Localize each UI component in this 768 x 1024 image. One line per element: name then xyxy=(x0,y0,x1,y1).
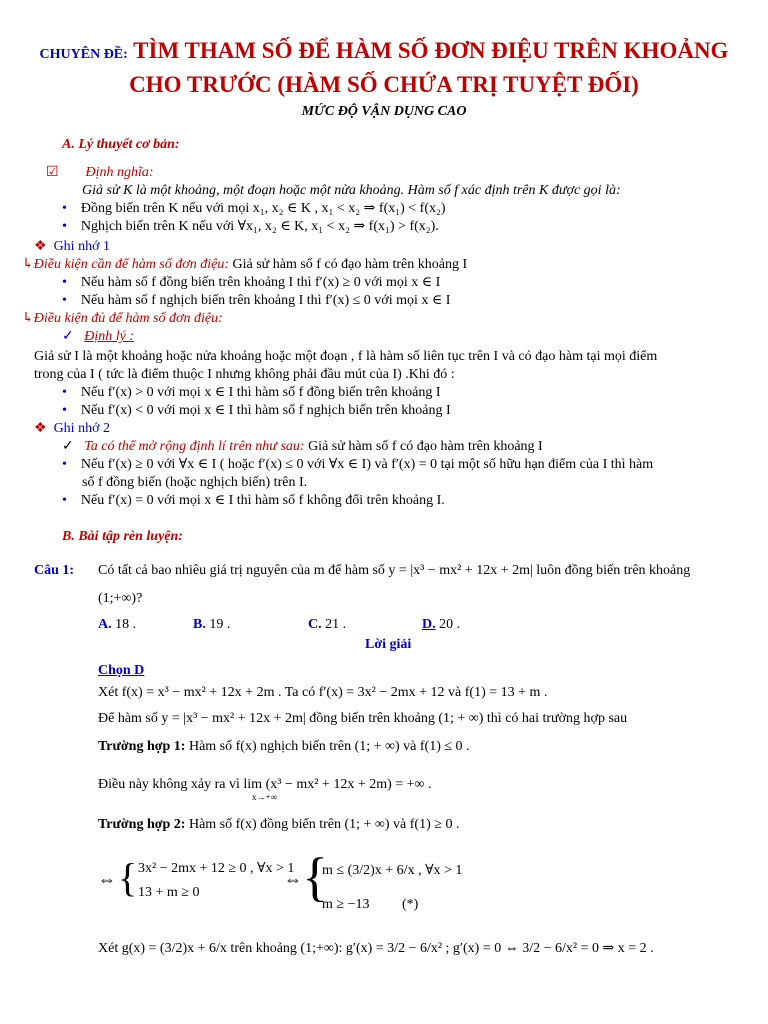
theorem-heading: Định lý : xyxy=(84,329,134,344)
theorem-bullet-1-text: Nếu f′(x) > 0 với mọi x ∈ I thì hàm số f đồng biến trên khoảng I xyxy=(80,385,441,400)
system-2-line-2: m ≥ −13 xyxy=(322,897,370,912)
extension-heading: Ta có thể mở rộng định lí trên như sau: xyxy=(84,439,305,454)
option-b xyxy=(193,616,230,634)
case-1 xyxy=(98,738,470,756)
bullet-icon: • xyxy=(62,385,67,400)
title-line-1: TÌM THAM SỐ ĐỂ HÀM SỐ ĐƠN ĐIỆU TRÊN KHOẢNG xyxy=(133,38,729,63)
theorem-row xyxy=(62,328,134,346)
system-2-line-1: m ≤ (3/2)x + 6/x , ∀x > 1 xyxy=(322,863,463,878)
necessary-condition xyxy=(22,256,467,274)
theorem-text-2: trong của I ( tức là điểm thuộc I nhưng không phải đầu mút của I) .Khi đó : xyxy=(34,367,455,382)
system-1-line-2: 13 + m ≥ 0 xyxy=(138,885,200,900)
case-2-text: Hàm số f(x) đồng biến trên (1; + ∞) và f(1) ≥ 0 . xyxy=(185,817,460,832)
section-a-heading: A. Lý thuyết cơ bản: xyxy=(62,137,180,152)
equivalence-arrow-1: ⇔ xyxy=(98,869,116,889)
title-lead: CHUYÊN ĐỀ: xyxy=(39,47,128,62)
document-title xyxy=(0,36,768,100)
checkbox-icon: ☑ xyxy=(46,165,59,180)
system-1-brace: { xyxy=(118,855,138,900)
bullet-icon: • xyxy=(62,403,67,418)
necessary-bullet-2-text: Nếu hàm số f nghịch biến trên khoảng I thì f′(x) ≤ 0 với mọi x ∈ I xyxy=(80,293,451,308)
theorem-bullet-2 xyxy=(62,402,451,420)
theorem-bullet-2-text: Nếu f′(x) < 0 với mọi x ∈ I thì hàm số f nghịch biến trên khoảng I xyxy=(80,403,451,418)
option-a xyxy=(98,616,136,634)
bullet-icon: • xyxy=(62,493,67,508)
definition-bullet-1 xyxy=(62,200,446,218)
option-b-label: B. xyxy=(193,617,206,632)
section-b-heading: B. Bài tập rèn luyện: xyxy=(62,529,183,544)
checkmark-icon: ✓ xyxy=(62,329,74,344)
question-label: Câu 1: xyxy=(34,563,75,578)
note-1-text: Ghi nhớ 1 xyxy=(53,239,110,254)
solution-heading: Lời giải xyxy=(365,637,412,652)
theorem-text-1: Giả sử I là một khoảng hoặc nửa khoảng hoặc một đoạn , f là hàm số liên tục trên I và có đạo hàm tại mọi điểm xyxy=(34,349,658,364)
theorem-bullet-1 xyxy=(62,384,441,402)
extension-text: Giả sử hàm số f có đạo hàm trên khoảng I xyxy=(304,439,543,454)
difficulty-level: MỨC ĐỘ VẬN DỤNG CAO xyxy=(301,104,467,119)
option-a-value: 18 . xyxy=(115,617,137,632)
question-text-2: (1;+∞)? xyxy=(98,591,143,606)
case-2-label: Trường hợp 2: xyxy=(98,817,186,832)
bullet-icon: • xyxy=(62,201,67,216)
option-b-value: 19 . xyxy=(209,617,231,632)
necessary-heading: Điều kiện cần để hàm số đơn điệu: xyxy=(33,257,229,272)
necessary-bullet-1 xyxy=(62,274,440,292)
question-text-1: Có tất cả bao nhiêu giá trị nguyên của m để hàm số y = |x³ − mx² + 12x + 2m| luôn đồng biến trên khoảng xyxy=(98,563,691,578)
sufficient-condition xyxy=(22,310,223,328)
option-d-label: D. xyxy=(422,617,436,632)
diamond-icon: ❖ xyxy=(34,239,47,254)
necessary-bullet-2 xyxy=(62,292,450,310)
solution-line-2: Để hàm số y = |x³ − mx² + 12x + 2m| đồng biến trên khoảng (1; + ∞) thì có hai trường hợp sau xyxy=(98,711,628,726)
limit-line: Điều này không xảy ra vì lim (x³ − mx² + 12x + 2m) = +∞ . xyxy=(98,777,432,792)
solution-line-1: Xét f(x) = x³ − mx² + 12x + 2m . Ta có f′(x) = 3x² − 2mx + 12 và f(1) = 13 + m . xyxy=(98,685,548,700)
necessary-text: Giả sử hàm số f có đạo hàm trên khoảng I xyxy=(229,257,468,272)
extension-bullet-1-text: Nếu f′(x) ≥ 0 với ∀x ∈ I ( hoặc f′(x) ≤ 0 với ∀x ∈ I) và f′(x) = 0 tại một số hữu hạn điểm của I thì hàm xyxy=(80,457,654,472)
solution-line-4: Xét g(x) = (3/2)x + 6/x trên khoảng (1;+∞): g′(x) = 3/2 − 6/x² ; g′(x) = 0 ⇔ 3/2 − 6/x² = 0 ⇒ x = 2 . xyxy=(98,941,654,956)
note-2-text: Ghi nhớ 2 xyxy=(53,421,110,436)
definition-bullet-2 xyxy=(62,218,439,236)
bullet-icon: • xyxy=(62,457,67,472)
option-c-label: C. xyxy=(308,617,322,632)
bullet-icon: • xyxy=(62,275,67,290)
case-2 xyxy=(98,816,459,834)
option-d-value: 20 . xyxy=(439,617,461,632)
answer-choice: Chọn D xyxy=(98,663,145,678)
definition-bullet-2-text: Nghịch biến trên K nếu với ∀x₁, x₂ ∈ K, x₁ < x₂ ⇒ f(x₁) > f(x₂). xyxy=(80,219,439,234)
option-d xyxy=(422,616,460,634)
definition-row xyxy=(46,164,154,182)
definition-text: Giả sử K là một khoảng, một đoạn hoặc một nửa khoảng. Hàm số f xác định trên K được gọi là: xyxy=(82,183,621,198)
extension-bullet-2-text: Nếu f′(x) = 0 với mọi x ∈ I thì hàm số f không đổi trên khoảng I. xyxy=(80,493,445,508)
note-2 xyxy=(34,420,110,438)
system-2-brace: { xyxy=(302,847,328,907)
case-1-text: Hàm số f(x) nghịch biến trên (1; + ∞) và f(1) ≤ 0 . xyxy=(185,739,470,754)
arrow-icon: ↳ xyxy=(22,311,34,326)
extension-row xyxy=(62,438,543,456)
extension-bullet-2 xyxy=(62,492,445,510)
equivalence-arrow-2: ⇔ xyxy=(284,869,302,889)
title-line-2: CHO TRƯỚC (HÀM SỐ CHỨA TRỊ TUYỆT ĐỐI) xyxy=(129,72,639,97)
option-c-value: 21 . xyxy=(325,617,347,632)
checkmark-icon: ✓ xyxy=(62,439,74,454)
case-1-label: Trường hợp 1: xyxy=(98,739,186,754)
definition-heading: Định nghĩa: xyxy=(85,165,154,180)
extension-bullet-1-cont: số f đồng biến (hoặc nghịch biến) trên I. xyxy=(82,475,308,490)
option-a-label: A. xyxy=(98,617,112,632)
arrow-icon: ↳ xyxy=(22,257,34,272)
extension-bullet-1 xyxy=(62,456,653,474)
system-1-line-1: 3x² − 2mx + 12 ≥ 0 , ∀x > 1 xyxy=(138,861,295,876)
limit-subscript: x→+∞ xyxy=(252,792,277,802)
diamond-icon: ❖ xyxy=(34,421,47,436)
star-label: (*) xyxy=(402,897,419,912)
definition-bullet-1-text: Đồng biến trên K nếu với mọi x₁, x₂ ∈ K , x₁ < x₂ ⇒ f(x₁) < f(x₂) xyxy=(80,201,446,216)
option-c xyxy=(308,616,346,634)
note-1 xyxy=(34,238,110,256)
bullet-icon: • xyxy=(62,219,67,234)
necessary-bullet-1-text: Nếu hàm số f đồng biến trên khoảng I thì f′(x) ≥ 0 với mọi x ∈ I xyxy=(80,275,441,290)
sufficient-heading: Điều kiện đủ để hàm số đơn điệu: xyxy=(33,311,223,326)
bullet-icon: • xyxy=(62,293,67,308)
